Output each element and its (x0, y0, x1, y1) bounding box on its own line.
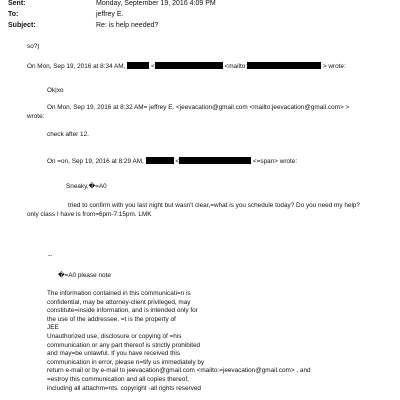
subject-value: Re: is help needed? (96, 22, 159, 29)
quote-header-2-line2: wrote: (27, 113, 45, 120)
redaction-block (155, 62, 223, 69)
quote-header-2-line1: On Mon, Sep 19, 2016 at 8:32 AM= jeffrey E. <jeevacation@gmail.com <mailto:jeevacation@gmail.com> > (47, 104, 350, 111)
disclaimer-line: confidential, may be attorney-client privileged, may (47, 298, 191, 306)
redaction-block (179, 157, 251, 164)
disclaimer-block (47, 290, 311, 393)
redaction-block (247, 62, 321, 69)
check-after-line: check after 12. (47, 131, 89, 138)
disclaimer-line: and may=be unlawful. If you have received this (47, 350, 181, 358)
to-label: To: (8, 11, 19, 18)
disclaimer-line: The information contained in this communicati=n is (47, 290, 191, 297)
sent-label: Sent: (8, 0, 26, 7)
quote-header-3-prefix: On =on, Sep 19, 2016 at 8:29 AM, (47, 158, 144, 165)
tried-line-1: tried to confirm with you last night but wasn't clear,=what is you schedule today? Do you need my help? (68, 202, 360, 209)
so-line: so?) (27, 43, 40, 50)
disclaimer-line: =estroy this communication and all copies thereof, (47, 375, 189, 383)
to-value: jeffrey E. (96, 11, 124, 18)
quote-header-1: On Mon, Sep 19, 2016 at 8:34 AM, < <mailto: > wrote: (27, 63, 346, 70)
tried-line-2: only class I have is from=6pm-7:15pm. LMK (27, 211, 152, 218)
disclaimer-line: JEE (47, 324, 59, 332)
disclaimer-line: communication in error, please n=tify us immediately by (47, 358, 205, 366)
subject-label: Subject: (8, 22, 36, 29)
please-note-line: �=A0 please note (58, 272, 111, 279)
sent-value: Monday, September 19, 2016 4:09 PM (96, 0, 216, 7)
sneaky-line: Sneaky,�=A0 (66, 183, 107, 190)
quote-header-1-prefix: On Mon, Sep 19, 2016 at 8:34 AM, (27, 63, 126, 70)
quote-header-1-suffix: > wrote: (322, 63, 346, 70)
disclaimer-line: including all attachm=nts. copyright -all rights reserved (47, 384, 201, 392)
redaction-block (127, 62, 149, 69)
disclaimer-line: communication or any part thereof is strictly prohibited (47, 341, 201, 349)
quote-header-1-mailto: <mailto: (224, 63, 248, 70)
disclaimer-line: constitute=inside information, and is intended only for (47, 307, 198, 315)
quote-header-3-suffix: <=span> wrote: (252, 158, 298, 165)
okxo-line: Ok|xo (47, 87, 64, 94)
disclaimer-line: return e-mail or by e-mail to jeevacation@gmail.com <mailto:=jeevacation@gmail.com> , and (47, 367, 311, 375)
quote-header-3: On =on, Sep 19, 2016 at 8:29 AM, < <=span> wrote: (47, 158, 298, 165)
redaction-block (146, 157, 174, 164)
signature-dash: -- (48, 252, 53, 259)
disclaimer-line: the use of the addressee. =t is the property of (47, 315, 176, 323)
disclaimer-line: Unauthorized use, disclosure or copying of =his (47, 332, 182, 340)
